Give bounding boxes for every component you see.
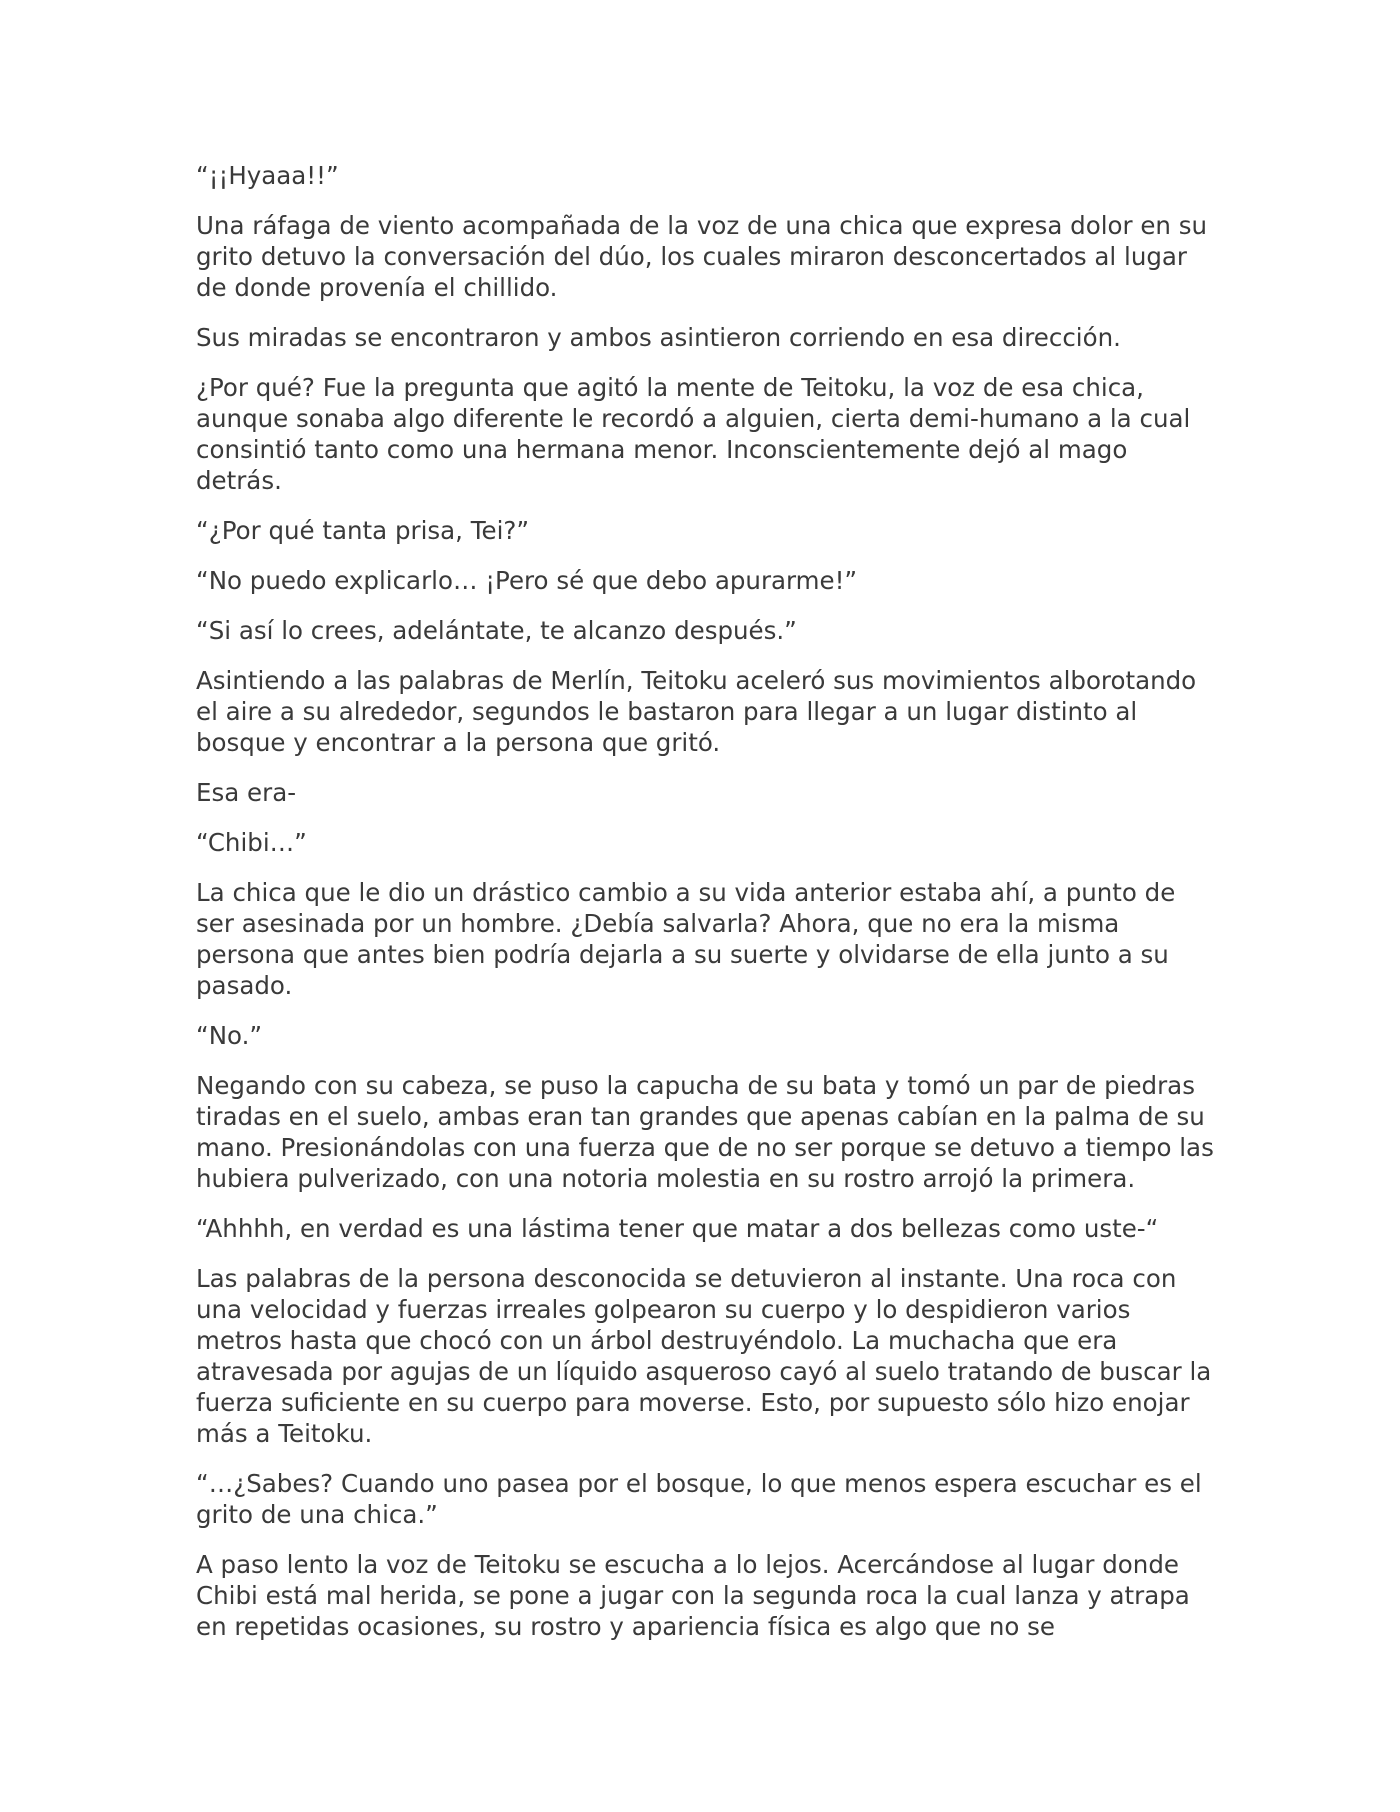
paragraph: ¿Por qué? Fue la pregunta que agitó la mente de Teitoku, la voz de esa chica, aunque sonaba algo diferente le recordó a alguien, cierta demi-humano a la cual consintió tanto como una hermana menor. Inconscientemente dejó al mago detrás. bbox=[196, 373, 1191, 495]
paragraph: Una ráfaga de viento acompañada de la voz de una chica que expresa dolor en su grito detuvo la conversación del dúo, los cuales miraron desconcertados al lugar de donde provenía el chillido. bbox=[196, 211, 1208, 302]
paragraph: Las palabras de la persona desconocida se detuvieron al instante. Una roca con una velocidad y fuerzas irreales golpearon su cuerpo y lo despidieron varios metros hasta que chocó con un árbol destruyéndolo. La muchacha que era atravesada por agujas de un líquido asqueroso cayó al suelo tratando de buscar la fuerza suficiente en su cuerpo para moverse. Esto, por supuesto sólo hizo enojar más a Teitoku. bbox=[196, 1264, 1212, 1448]
paragraph: Sus miradas se encontraron y ambos asintieron corriendo en esa dirección. bbox=[196, 323, 1121, 352]
paragraph: Negando con su cabeza, se puso la capucha de su bata y tomó un par de piedras tiradas en el suelo, ambas eran tan grandes que apenas cabían en la palma de su mano. Presionándolas con una fuerza que de no ser porque se detuvo a tiempo las hubiera pulverizado, con una notoria molestia en su rostro arrojó la primera. bbox=[196, 1071, 1214, 1193]
paragraph: Esa era- bbox=[196, 778, 297, 807]
paragraph: “…¿Sabes? Cuando uno pasea por el bosque, lo que menos espera escuchar es el grito de una chica.” bbox=[196, 1469, 1202, 1529]
paragraph: La chica que le dio un drástico cambio a su vida anterior estaba ahí, a punto de ser asesinada por un hombre. ¿Debía salvarla? Ahora, que no era la misma persona que antes bien podría dejarla a su suerte y olvidarse de ella junto a su pasado. bbox=[196, 878, 1176, 1000]
paragraph: A paso lento la voz de Teitoku se escucha a lo lejos. Acercándose al lugar donde Chibi está mal herida, se pone a jugar con la segunda roca la cual lanza y atrapa en repetidas ocasiones, su rostro y apariencia física es algo que no se bbox=[196, 1550, 1190, 1641]
paragraph: “¡¡Hyaaa!!” bbox=[196, 161, 339, 190]
paragraph: “Ahhhh, en verdad es una lástima tener que matar a dos bellezas como uste-“ bbox=[196, 1214, 1159, 1243]
paragraph: “Chibi…” bbox=[196, 828, 307, 857]
paragraph: “No.” bbox=[196, 1021, 263, 1050]
paragraph: “No puedo explicarlo… ¡Pero sé que debo apurarme!” bbox=[196, 566, 858, 595]
paragraph: “¿Por qué tanta prisa, Tei?” bbox=[196, 516, 530, 545]
paragraph: “Si así lo crees, adelántate, te alcanzo después.” bbox=[196, 616, 797, 645]
paragraph: Asintiendo a las palabras de Merlín, Teitoku aceleró sus movimientos alborotando el aire a su alrededor, segundos le bastaron para llegar a un lugar distinto al bosque y encontrar a la persona que gritó. bbox=[196, 666, 1197, 757]
document-page bbox=[196, 160, 1216, 1661]
